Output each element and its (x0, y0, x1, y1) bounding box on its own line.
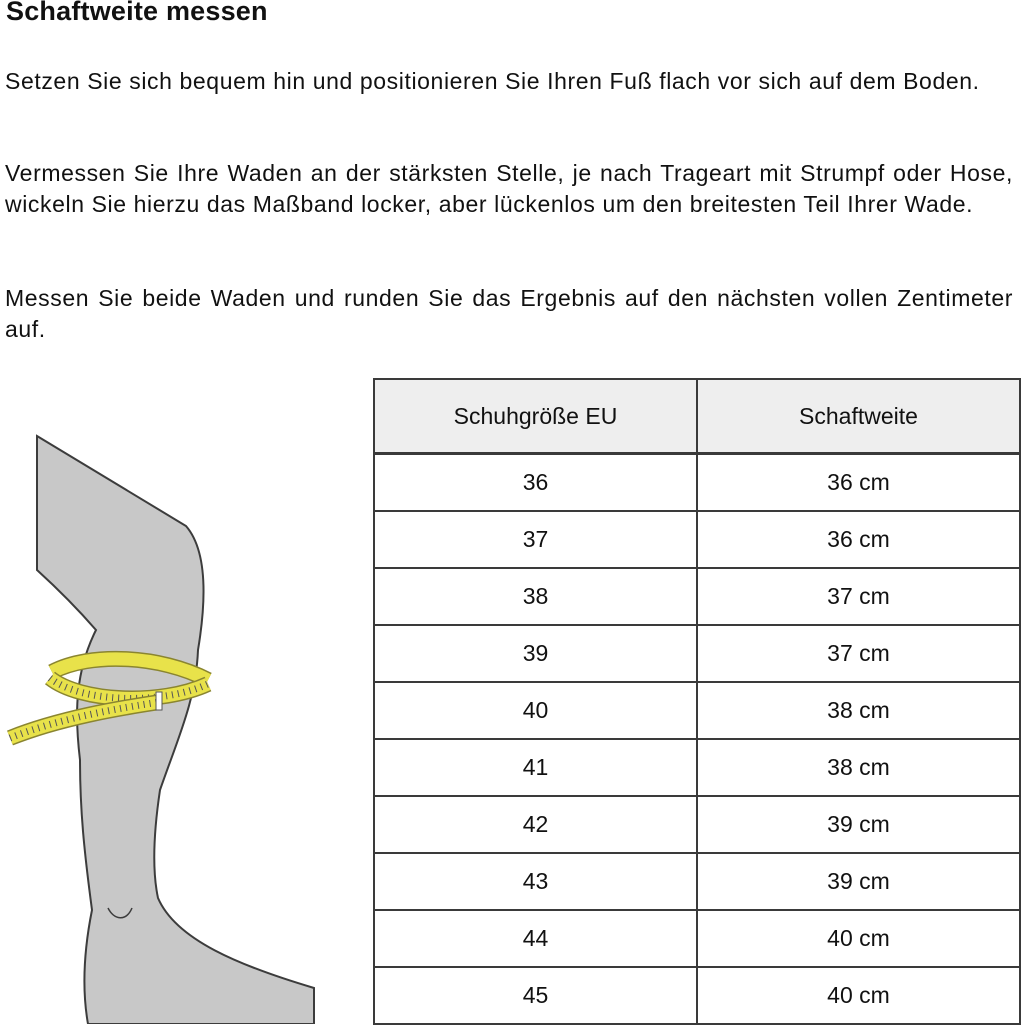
shoe-size-cell: 43 (374, 853, 697, 910)
tape-clip (156, 692, 162, 710)
shoe-size-cell: 42 (374, 796, 697, 853)
shaft-width-cell: 39 cm (697, 853, 1020, 910)
table-header-row (374, 379, 1020, 454)
table-row (374, 625, 1020, 682)
shaft-width-cell: 37 cm (697, 568, 1020, 625)
shoe-size-cell: 41 (374, 739, 697, 796)
shaft-width-cell: 38 cm (697, 682, 1020, 739)
table-row (374, 739, 1020, 796)
shaft-width-cell: 38 cm (697, 739, 1020, 796)
table-row (374, 568, 1020, 625)
leg-silhouette (37, 436, 314, 1024)
instruction-paragraph-1: Setzen Sie sich bequem hin und positionieren Sie Ihren Fuß flach vor sich auf dem Boden. (5, 68, 980, 94)
size-table (373, 378, 1021, 1025)
table-row (374, 511, 1020, 568)
shaft-width-cell: 37 cm (697, 625, 1020, 682)
shoe-size-cell: 39 (374, 625, 697, 682)
shaft-width-cell: 39 cm (697, 796, 1020, 853)
shoe-size-cell: 45 (374, 967, 697, 1024)
table-row (374, 454, 1020, 512)
shoe-size-cell: 37 (374, 511, 697, 568)
shoe-size-cell: 40 (374, 682, 697, 739)
leg-measuring-illustration (0, 430, 330, 1024)
shaft-width-cell: 40 cm (697, 967, 1020, 1024)
header-shaft-width: Schaftweite (697, 379, 1020, 454)
shaft-width-cell: 40 cm (697, 910, 1020, 967)
table-row (374, 796, 1020, 853)
shoe-size-cell: 44 (374, 910, 697, 967)
shaft-width-cell: 36 cm (697, 511, 1020, 568)
table-row (374, 910, 1020, 967)
instruction-paragraph-2: Vermessen Sie Ihre Waden an der stärksten Stelle, je nach Trageart mit Strumpf oder Hose, wickeln Sie hierzu das Maßband locker, aber lückenlos um den breitesten Teil Ihrer Wade. (5, 160, 1013, 217)
header-shoe-size: Schuhgröße EU (374, 379, 697, 454)
shoe-size-cell: 38 (374, 568, 697, 625)
shaft-width-cell: 36 cm (697, 454, 1020, 512)
table-row (374, 853, 1020, 910)
shoe-size-cell: 36 (374, 454, 697, 512)
table-row (374, 967, 1020, 1024)
instruction-paragraph-3: Messen Sie beide Waden und runden Sie das Ergebnis auf den nächsten vollen Zentimeter auf. (5, 285, 1013, 342)
page-title: Schaftweite messen (6, 0, 268, 26)
table-row (374, 682, 1020, 739)
